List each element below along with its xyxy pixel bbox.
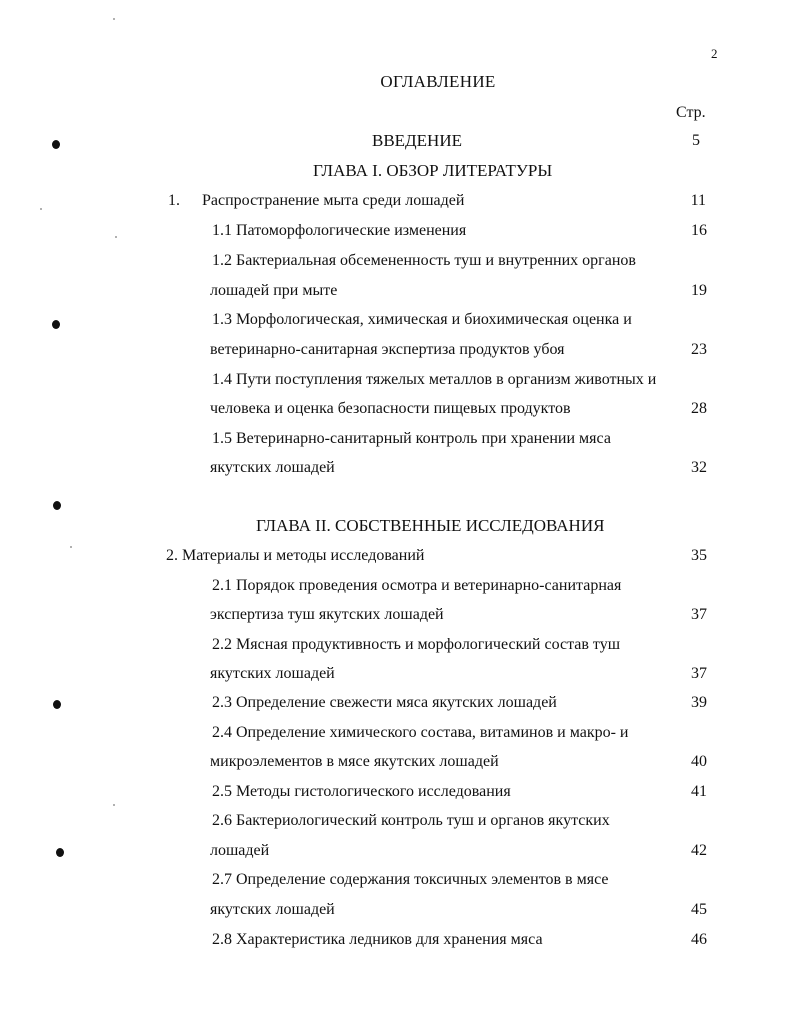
toc-item-1-1-text: 1.1 Патоморфологические изменения <box>212 222 467 239</box>
toc-section-2-page: 35 <box>691 547 707 564</box>
toc-item-1-2-text-cont: лошадей при мыте <box>210 282 338 299</box>
toc-section-2-label: 2. Материалы и методы исследований <box>166 547 425 564</box>
toc-item-1-2-page: 19 <box>691 282 707 299</box>
toc-item-1-5-text-cont: якутских лошадей <box>210 459 335 476</box>
toc-item-2-1-page: 37 <box>691 606 707 623</box>
chapter-2-heading: ГЛАВА II. СОБСТВЕННЫЕ ИССЛЕДОВАНИЯ <box>256 516 605 535</box>
toc-section-1-label: Распространение мыта среди лошадей <box>202 192 465 209</box>
binding-hole-mark <box>52 140 60 149</box>
toc-item-2-3-page: 39 <box>691 694 707 711</box>
toc-item-2-5-text: 2.5 Методы гистологического исследования <box>212 783 511 800</box>
toc-item-1-3-page: 23 <box>691 341 707 358</box>
toc-section-1-page: 11 <box>690 192 706 209</box>
binding-hole-mark <box>53 501 61 510</box>
toc-item-1-3-text-cont: ветеринарно-санитарная экспертиза продуктов убоя <box>210 341 565 358</box>
toc-intro-page: 5 <box>692 132 700 149</box>
toc-item-2-1-text: 2.1 Порядок проведения осмотра и ветеринарно-санитарная <box>212 577 622 594</box>
toc-item-2-1-text-cont: экспертиза туш якутских лошадей <box>210 606 444 623</box>
toc-item-1-4-page: 28 <box>691 400 707 417</box>
toc-item-2-6-text-cont: лошадей <box>210 842 270 859</box>
toc-item-1-5-text: 1.5 Ветеринарно-санитарный контроль при хранении мяса <box>212 430 611 447</box>
scan-speck <box>70 546 72 548</box>
scan-speck <box>113 18 115 20</box>
page-column-label: Стр. <box>676 104 706 121</box>
page-number: 2 <box>711 46 718 61</box>
binding-hole-mark <box>56 848 64 857</box>
toc-item-2-7-text: 2.7 Определение содержания токсичных элементов в мясе <box>212 871 609 888</box>
toc-item-2-3-text: 2.3 Определение свежести мяса якутских лошадей <box>212 694 557 711</box>
toc-item-2-5-page: 41 <box>691 783 707 800</box>
chapter-1-heading: ГЛАВА I. ОБЗОР ЛИТЕРАТУРЫ <box>313 161 553 180</box>
toc-item-2-6-page: 42 <box>691 842 707 859</box>
toc-item-2-7-text-cont: якутских лошадей <box>210 901 335 918</box>
binding-hole-mark <box>53 700 61 709</box>
toc-item-2-7-page: 45 <box>691 901 707 918</box>
scan-speck <box>113 804 115 806</box>
toc-item-1-4-text-cont: человека и оценка безопасности пищевых продуктов <box>210 400 571 417</box>
toc-item-1-2-text: 1.2 Бактериальная обсемененность туш и внутренних органов <box>212 252 636 269</box>
toc-item-1-3-text: 1.3 Морфологическая, химическая и биохимическая оценка и <box>212 311 632 328</box>
toc-item-2-2-text: 2.2 Мясная продуктивность и морфологический состав туш <box>212 636 621 653</box>
toc-item-2-2-page: 37 <box>691 665 707 682</box>
toc-item-1-1-page: 16 <box>691 222 707 239</box>
toc-item-2-8-page: 46 <box>691 931 707 948</box>
page-title: ОГЛАВЛЕНИЕ <box>380 72 496 91</box>
toc-item-2-6-text: 2.6 Бактериологический контроль туш и органов якутских <box>212 812 610 829</box>
toc-item-2-4-text-cont: микроэлементов в мясе якутских лошадей <box>210 753 499 770</box>
toc-item-2-8-text: 2.8 Характеристика ледников для хранения мяса <box>212 931 543 948</box>
toc-section-1-number: 1. <box>168 192 180 209</box>
scan-speck <box>40 208 42 210</box>
toc-item-1-5-page: 32 <box>691 459 707 476</box>
toc-item-2-2-text-cont: якутских лошадей <box>210 665 335 682</box>
binding-hole-mark <box>52 320 60 329</box>
toc-item-2-4-text: 2.4 Определение химического состава, витаминов и макро- и <box>212 724 629 741</box>
toc-item-1-4-text: 1.4 Пути поступления тяжелых металлов в организм животных и <box>212 371 657 388</box>
scan-speck <box>115 236 117 238</box>
toc-item-2-4-page: 40 <box>691 753 707 770</box>
toc-intro-label: ВВЕДЕНИЕ <box>372 131 462 150</box>
